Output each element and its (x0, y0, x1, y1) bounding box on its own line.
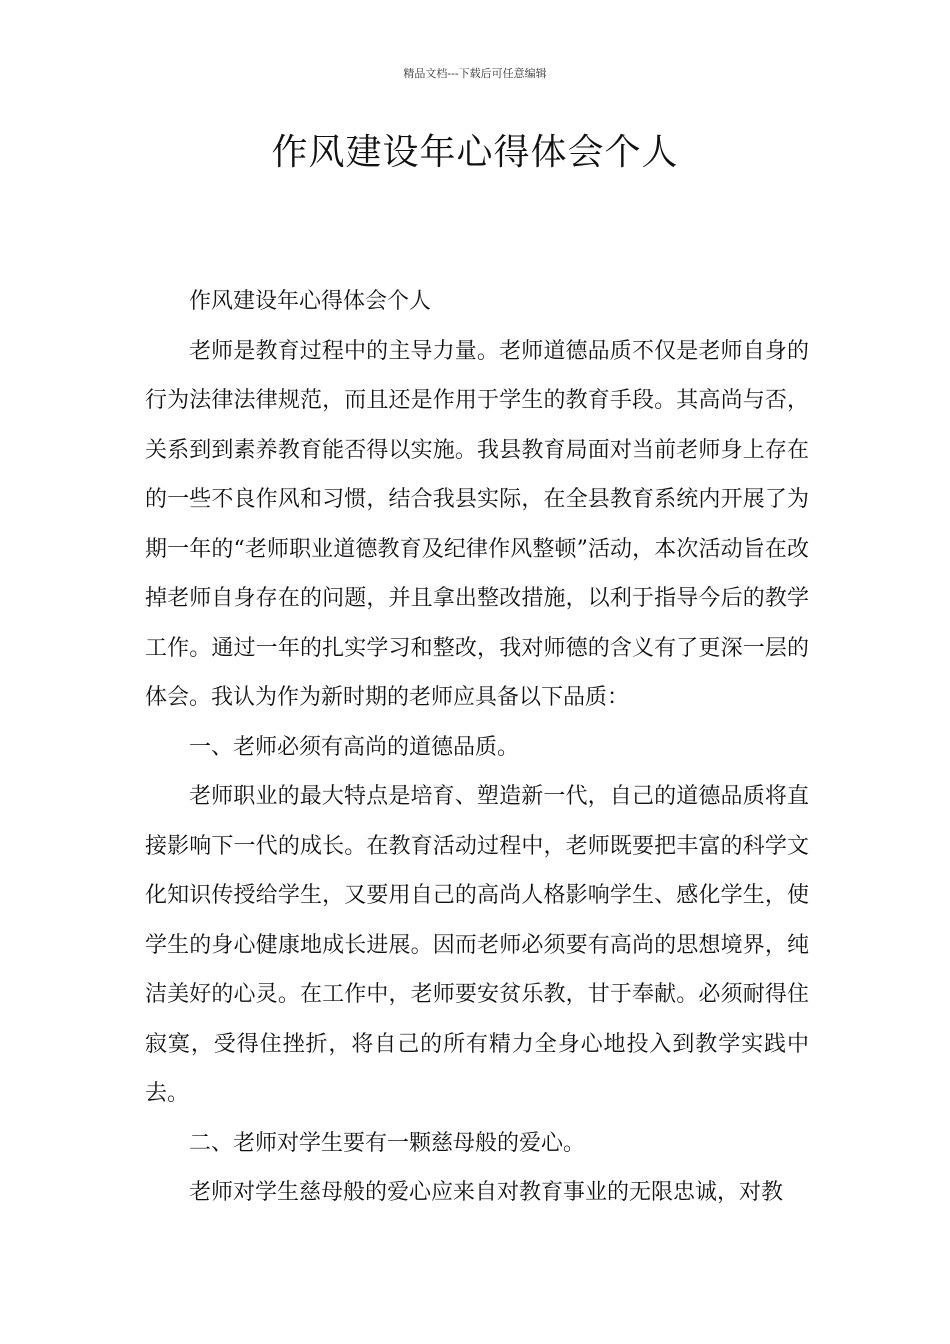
body-paragraph: 作风建设年心得体会个人 (189, 289, 432, 314)
body-paragraph: 老师对学生慈母般的爱心应来自对教育事业的无限忠诚，对教 (189, 1180, 784, 1205)
header-note: 精品文档---下载后可任意编辑 (403, 67, 547, 80)
document-title: 作风建设年心得体会个人 (271, 132, 679, 173)
section-heading: 一、老师必须有高尚的道德品质。 (189, 734, 520, 760)
section-heading: 二、老师对学生要有一颗慈母般的爱心。 (189, 1130, 586, 1156)
body-paragraph: 老师是教育过程中的主导力量。老师道德品质不仅是老师自身的行为法律法律规范，而且还是作用于学生的教育手段。其高尚与否，关系到到素养教育能否得以实施。我县教育局面对当前老师身上存在的一些不良作风和习惯，结合我县实际，在全县教育系统内开展了为期一年的“老师职业道德教育及纪律作风整顿”活动，本次活动旨在改掉老师自身存在的问题，并且拿出整改措施，以利于指导今后的教学工作。通过一年的扎实学习和整改，我对师德的含义有了更深一层的体会。我认为作为新时期的老师应具备以下品质： (145, 338, 809, 710)
document-body (145, 277, 809, 1218)
body-paragraph: 老师职业的最大特点是培育、塑造新一代，自己的道德品质将直接影响下一代的成长。在教育活动过程中，老师既要把丰富的科学文化知识传授给学生，又要用自己的高尚人格影响学生、感化学生，使学生的身心健康地成长进展。因而老师必须要有高尚的思想境界，纯洁美好的心灵。在工作中，老师要安贫乐教，甘于奉献。必须耐得住寂寞，受得住挫折，将自己的所有精力全身心地投入到教学实践中去。 (145, 784, 809, 1106)
